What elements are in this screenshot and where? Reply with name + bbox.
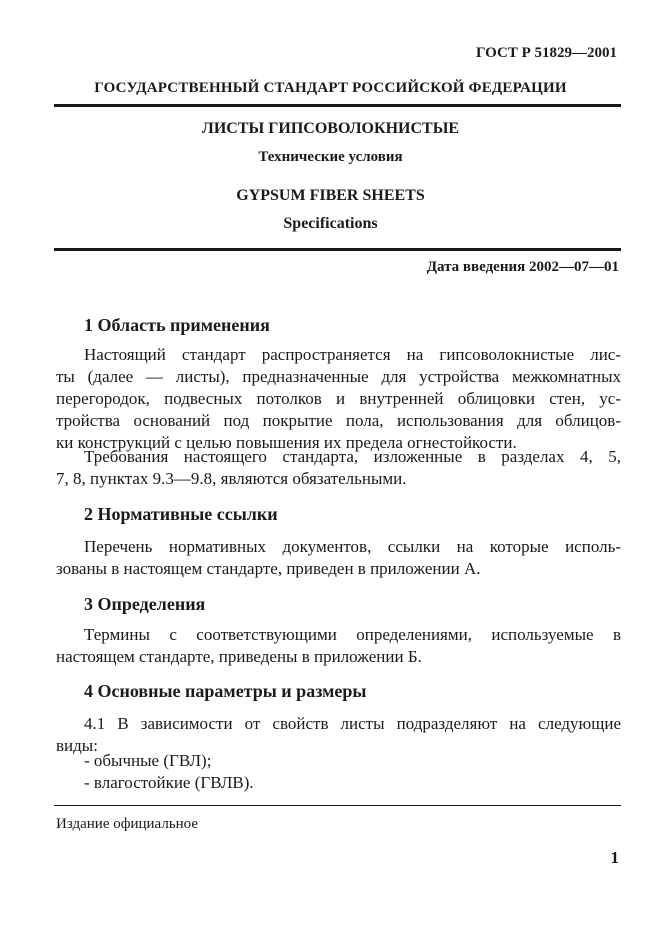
gost-code: ГОСТ Р 51829—2001 [475,45,617,61]
text-line: зованы в настоящем стандарте, приведен в приложении А. [56,559,481,578]
state-standard-heading: ГОСУДАРСТВЕННЫЙ СТАНДАРТ РОССИЙСКОЙ ФЕДЕРАЦИИ [94,80,567,96]
section-1-paragraph-2 [56,446,621,490]
text-line: Перечень нормативных документов, ссылки на которые исполь- [84,537,621,556]
text-line: ты (далее — листы), предназначенные для устройства межкомнатных [56,367,621,386]
page-number: 1 [610,848,619,867]
section-3-paragraph-1 [56,624,621,668]
section-2-heading: 2 Нормативные ссылки [84,504,278,524]
text-line: ки конструкций с целью повышения их предела огнестойкости. [56,433,517,452]
text-line: Настоящий стандарт распространяется на гипсоволокнистые лис- [84,345,621,364]
document-title-ru: ЛИСТЫ ГИПСОВОЛОКНИСТЫЕ [201,120,460,137]
text-line: Требования настоящего стандарта, изложенные в разделах 4, 5, [84,447,621,466]
text-line: Термины с соответствующими определениями, используемые в [84,625,621,644]
introduction-date: Дата введения 2002—07—01 [426,259,619,275]
section-2-paragraph-1 [56,536,621,580]
section-1-heading: 1 Область применения [84,315,270,335]
document-subtitle-ru: Технические условия [258,149,403,165]
footer-rule [54,805,621,806]
edition-note: Издание официальное [56,816,199,832]
list-item: - обычные (ГВЛ); [84,751,212,770]
title-rule [54,248,621,251]
text-line: перегородок, подвесных потолков и внутренней облицовки стен, ус- [56,389,621,408]
document-title-en: GYPSUM FIBER SHEETS [236,187,425,204]
list-item: - влагостойкие (ГВЛВ). [84,773,254,792]
section-1-paragraph-1 [56,344,621,454]
text-line: тройства оснований под покрытие пола, использования для облицов- [56,411,621,430]
top-rule [54,104,621,107]
text-line: 7, 8, пунктах 9.3—9.8, являются обязательными. [56,469,407,488]
document-subtitle-en: Specifications [283,215,378,232]
text-line: 4.1 В зависимости от свойств листы подразделяют на следующие [84,714,621,733]
section-4-heading: 4 Основные параметры и размеры [84,681,367,701]
section-3-heading: 3 Определения [84,594,206,614]
text-line: виды: [56,736,98,755]
text-line: настоящем стандарте, приведены в приложении Б. [56,647,422,666]
